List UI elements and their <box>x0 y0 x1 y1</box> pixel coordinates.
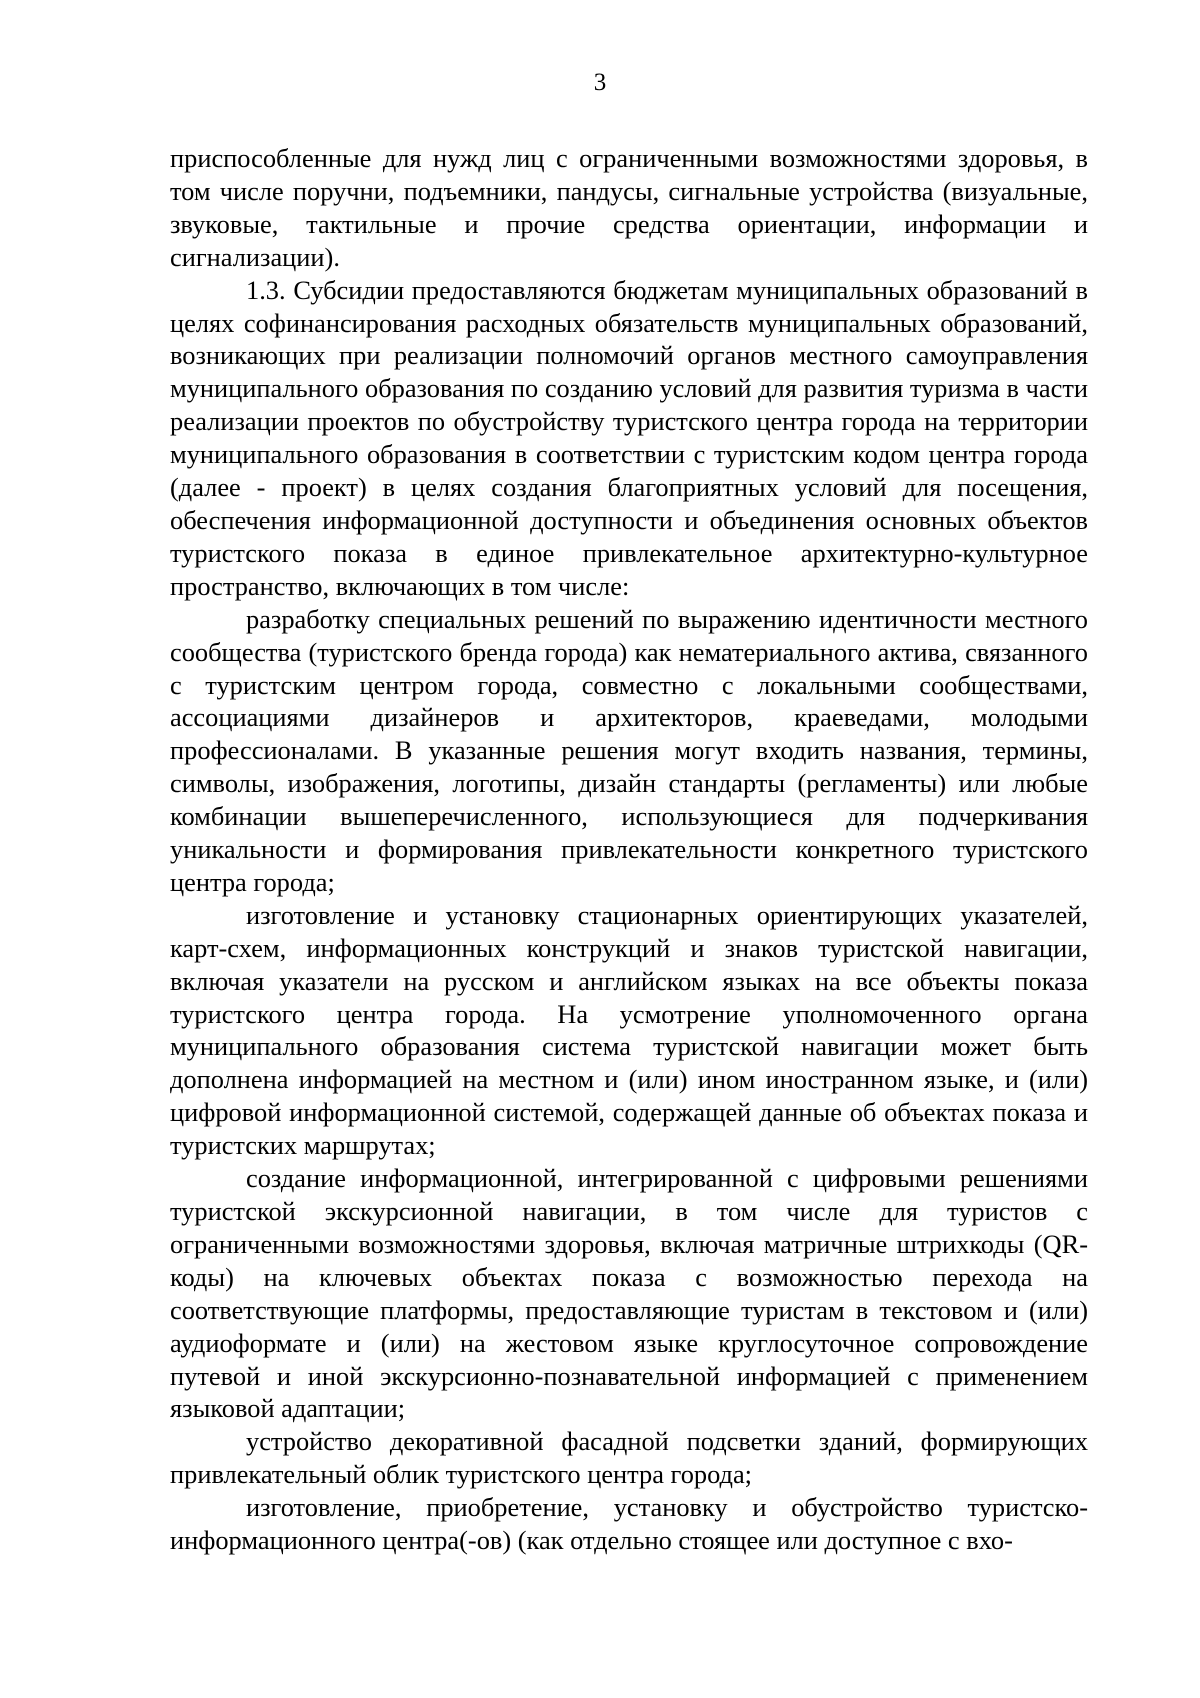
paragraph-brand-development: разработку специальных решений по выражению идентичности местного сообщества (туристского бренда города) как нематериального актива, связанного с туристским центром города, совместно с локальными сообществами, ассоциациями дизайнеров и архитекторов, краеведами, молодыми профессионалами. В указанные решения могут входить названия, термины, символы, изображения, логотипы, дизайн стандарты (регламенты) или любые комбинации вышеперечисленного, использующиеся для подчеркивания уникальности и формирования привлекательности конкретного туристского центра города; <box>170 603 1088 897</box>
document-body <box>170 142 1088 1557</box>
paragraph-navigation-signs: изготовление и установку стационарных ориентирующих указателей, карт-схем, информационных конструкций и знаков туристской навигации, включая указатели на русском и английском языках на все объекты показа туристского центра города. На усмотрение уполномоченного органа муниципального образования система туристской навигации может быть дополнена информацией на местном и (или) ином иностранном языке, и (или) цифровой информационной системой, содержащей данные об объектах показа и туристских маршрутах; <box>170 899 1088 1161</box>
paragraph-digital-navigation: создание информационной, интегрированной с цифровыми решениями туристской экскурсионной навигации, в том числе для туристов с ограниченными возможностями здоровья, включая матричные штрихкоды (QR-коды) на ключевых объектах показа с возможностью перехода на соответствующие платформы, предоставляющие туристам в текстовом и (или) аудиоформате и (или) на жестовом языке круглосуточное сопровождение путевой и иной экскурсионно-познавательной информацией с применением языковой адаптации; <box>170 1163 1088 1424</box>
paragraph-tourist-center: изготовление, приобретение, установку и обустройство туристско-информационного центра(-ов) (как отдельно стоящее или доступное с вхо- <box>170 1492 1088 1556</box>
paragraph-continuation: приспособленные для нужд лиц с ограниченными возможностями здоровья, в том числе поручни, подъемники, пандусы, сигнальные устройства (визуальные, звуковые, тактильные и прочие средства ориентации, информации и сигнализации). <box>170 143 1088 272</box>
paragraph-1-3-subsidies: 1.3. Субсидии предоставляются бюджетам муниципальных образований в целях софинансирования расходных обязательств муниципальных образований, возникающих при реализации полномочий органов местного самоуправления муниципального образования по созданию условий для развития туризма в части реализации проектов по обустройству туристского центра города на территории муниципального образования в соответствии с туристским кодом центра города (далее - проект) в целях создания благоприятных условий для посещения, обеспечения информационной доступности и объединения основных объектов туристского показа в единое привлекательное архитектурно-культурное пространство, включающих в том числе: <box>170 274 1088 601</box>
page-number: 3 <box>593 69 607 96</box>
paragraph-facade-lighting: устройство декоративной фасадной подсветки зданий, формирующих привлекательный облик туристского центра города; <box>170 1426 1088 1490</box>
